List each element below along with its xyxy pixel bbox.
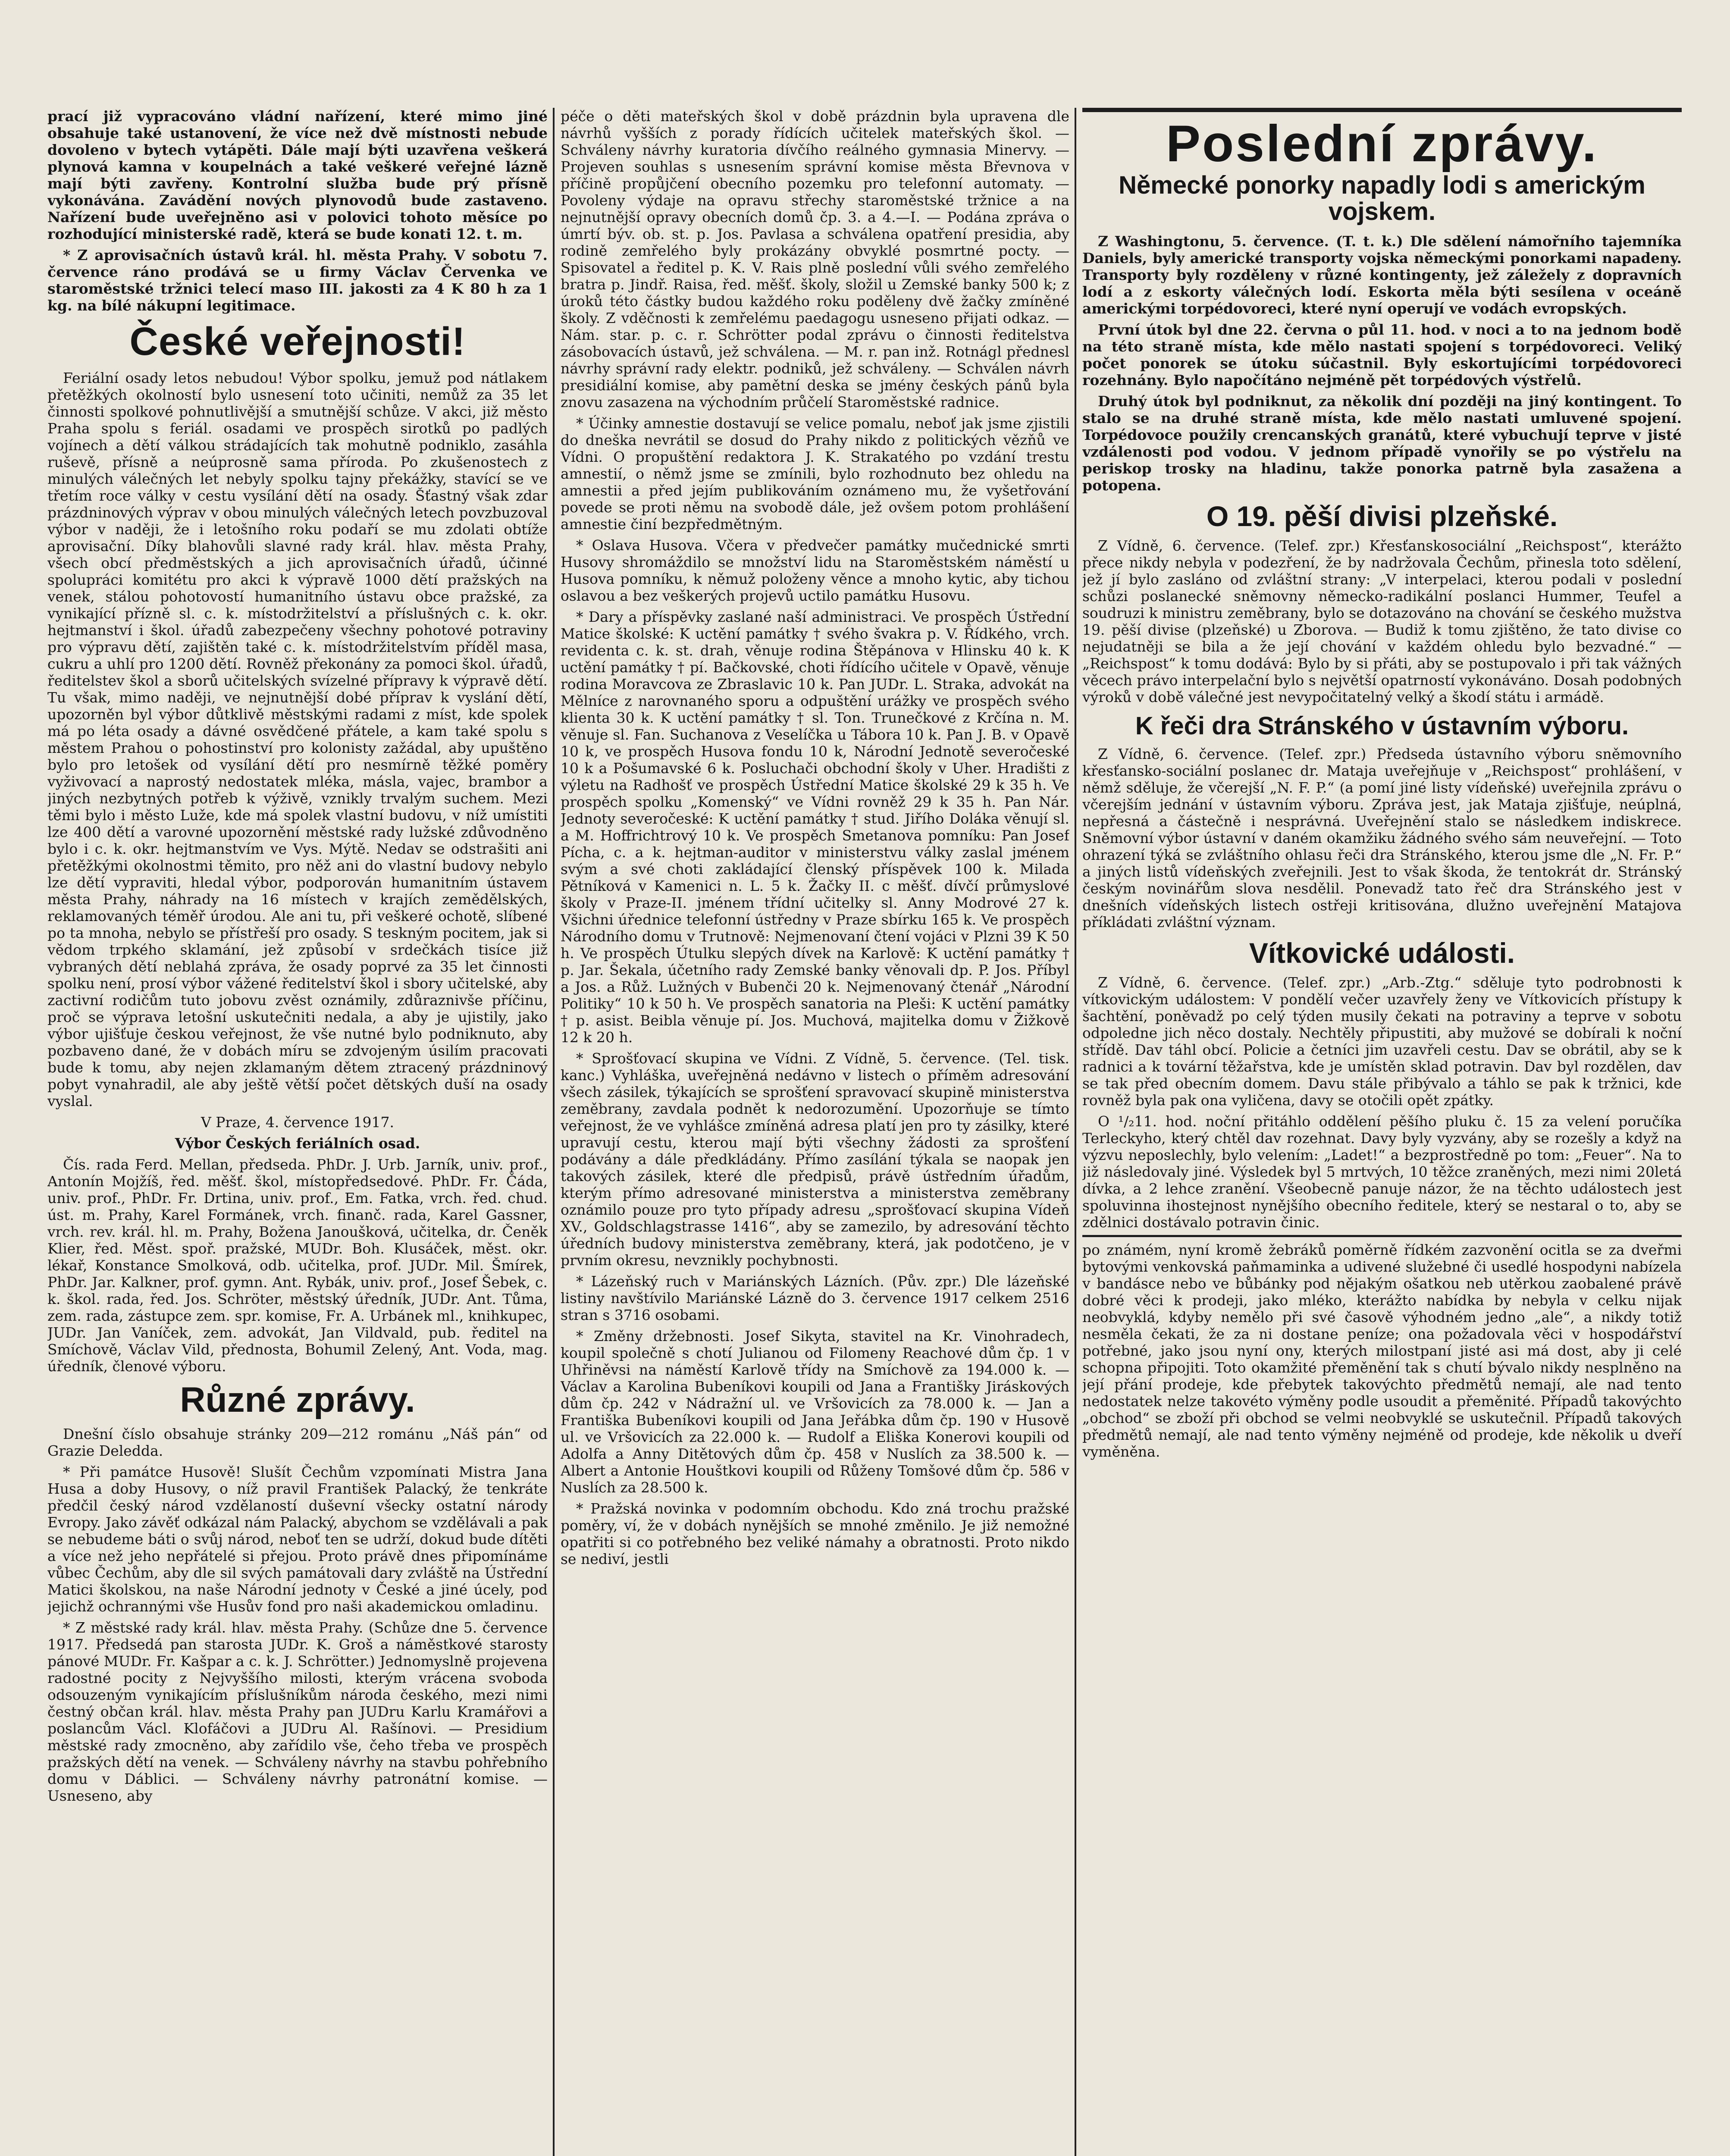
article-mestska-rada-cont: péče o děti mateřských škol v době prázdnin byla upravena dle návrhů vyšších z porady řídících učitelek mateřských škol. — Schváleny návrhy kuratoria dívčího reálného gymnasia Minervy. — Projeven souhlas s usnesením správní komise města Břevnova v příčině propůjčení obecního pozemku pro telefonní automaty. — Povoleny výdaje na opravu střechy staroměstské tržnice a na nejnutnější opravy obecních domů čp. 3. a 4.—I. — Podána zpráva o úmrtí býv. ob. st. p. Jos. Pavlasa a schválena opatření presidia, aby rodině zemřelého byly prokázány obvyklé posmrtné pocty. — Spisovatel a ředitel p. K. V. Rais plně poslední vůli svého zemřelého bratra p. Jindř. Raisa, řed. měšť. školy, složil u Zemské banky 500 k; z úroků této částky budou každého roku poděleny dvě žačky zmíněné školy. Z vděčnosti k zemřelému paedagogu usneseno přijati odkaz. — Nám. star. p. c. r. Schrötter podal zprávu o činnosti ředitelstva zásobovacích ústavů, jež schválena. — M. r. pan inž. Rotnágl přednesl návrhy správní rady elektr. podniků, jež schváleny. — Schválen návrh presidiální komise, aby pamětní deska se jmény českých pánů byla znovu zasazena na východním průčelí Staroměstské radnice. (561, 108, 1069, 411)
article-sprostovaci-skupina: * Sprošťovací skupina ve Vídni. Z Vídně, 5. července. (Tel. tisk. kanc.) Vyhláška, uveřejněná nedávno v listech o příměm adresování všech zásilek, týkajících se sprošťení spravovací skupině ministerstva zeměbrany, zavdala podnět k nedorozumění. Upozorňuje se tímto veřejnost, že ve vyhlášce zmíněná adresa platí jen pro ty zásilky, které upravují cestu, kterou mají býti všechny žádosti za sprošťení podávány a dále předkládány. Přímo zasílání týkala se naopak jen takových zásilek, které dle předpisů, právě ústředním úřadům, kterým přímo adresované ministerstva a ministerstva zeměbrany oznámilo pouze pro tyto případy adresu „sprošťovací skupina Vídeň XV., Goldschlagstrasse 1416“, aby se zamezilo, by adresování těchto úředních budovy ministerstva zeměbrany, která, jak podotčeno, je v prvním okresu, nevznikly pochybnosti. (561, 1050, 1069, 1269)
article-aprovisation-meat: * Z aprovisačních ústavů král. hl. města Prahy. V sobotu 7. července ráno prodává se u firmy Václav Červenka ve staroměstské tržnici telecí maso III. jakosti za 4 K 80 h za 1 kg. na bílé nákupní legitimace. (47, 247, 548, 314)
column-middle (561, 108, 1069, 2156)
article-gas-decree: prací již vypracováno vládní nařízení, které mimo jiné obsahuje také ustanovení, že více než dvě místnosti nebude dovoleno v bytech vytápěti. Dále mají býti uzavřena veškerá plynová kamna v koupelnách a také veškeré veřejné lázně mají býti zavřeny. Kontrolní služba bude prý přísně vykonávána. Zavádění nových plynovodů bude zastaveno. Nařízení bude uveřejněno asi v polovici tohoto měsíce po rozhodující ministerské radě, která se bude konati 12. t. m. (47, 108, 548, 242)
article-mestska-rada: * Z městské rady král. hlav. města Prahy. (Schůze dne 5. července 1917. Předsedá pan starosta JUDr. K. Groš a náměstkové starosty pánové MUDr. Fr. Kašpar a c. k. J. Schrötter.) Jednomyslně projevena radostné pocity z Nejvyššího milosti, kterým vrácena svoboda odsouzeným vynikajícím příslušníkům národa českého, mezi nimi čestný občan král. hlav. města Prahy pan JUDru Karlu Kramářovi a poslancům Václ. Klofáčovi a JUDru Al. Rašínovi. — Presidium městské rady zmocněno, aby zařídilo vše, čeho třeba ve prospěch pražských dětí na venek. — Schváleny návrhy na stavbu pohřebního domu v Dáblici. — Schváleny návrhy patronátní komise. — Usneseno, aby (47, 1619, 548, 1804)
article-19-divise: Z Vídně, 6. července. (Telef. zpr.) Křesťanskosociální „Reichspost“, kterážto přece nikdy nebyla v podezření, že by nadržovala Čechům, přinesla toto sdělení, jež jí bylo zasláno od zvláštní strany: „V interpelaci, kterou podali v poslední schůzi poslanecké sněmovny německo-radikální poslanci Hummer, Teufel a soudruzi k ministru zeměbrany, bylo se dotazováno na chování se českého mužstva 19. pěší divise (plzeňské) u Zborova. — Budiž k tomu zjištěno, že tato divise co nejudatněji se bila a že její chování v každém ohledu bylo bezvadné.“ — „Reichspost“ k tomu dodává: Bylo by si přáti, aby se postupovalo i při tak vážných věcech právo interpelační bylo s největší opatrností vykonáváno. Dosah podobných výroků v době válečné jest nevypočitatelný velký a škodí státu i armádě. (1082, 537, 1682, 706)
article-prvni-utok: První útok byl dne 22. června o půl 11. hod. v noci a to na jednom bodě na této straně místa, kde mělo nastati spojení s torpédovoreci. Veliký počet ponorek se útoku súčastnil. Byly eskortujícími torpédovoreci rozehnány. Bylo napočítáno nejméně pět torpédových výstřelů. (1082, 321, 1682, 389)
heading-ponorky: Německé ponorky napadly lodi s americkým vojskem. (1119, 171, 1645, 226)
column-right (1082, 108, 1682, 2156)
article-stranskeho: Z Vídně, 6. července. (Telef. zpr.) Předseda ústavního výboru sněmovního křesťansko-sociální poslanec dr. Mataja uveřejňuje v „Reichspost“ prohlášení, v němž sděluje, že včerejší „N. F. P.“ (a pomí jiné listy vídeňské) uveřejnila zprávu o včerejším jednání v ústavním výboru. Zpráva jest, jak Mataja zjišťuje, neúplná, nepřesná a částečně i nesprávná. Uveřejnění stalo se následkem indiskrece. Sněmovní výbor ústavní v daném okamžiku žádného svého sám neuveřejní. — Toto ohrazení týká se zvláštního ohlasu řeči dra Stránského, kterou jsme dle „N. Fr. P.“ a jiných listů vídeňských zveřejnili. Jest to však škoda, že tentokrát dr. Stránský českým novinářům slova nesdělil. Ponevadž tato řeč dra Stránského jest v dnešních vídeňských listech ostřeji kritisována, dlužno uveřejnění Matajova příkládati zvláštní význam. (1082, 745, 1682, 931)
article-zmeny-drzebnosti: * Změny držebnosti. Josef Sikyta, stavitel na Kr. Vinohradech, koupil společně s chotí Julianou od Filomeny Reachové dům čp. 1 v Uhřiněvsi na náměstí Karlově třídy na Smíchově za 194.000 k. — Václav a Karolina Bubeníkovi koupili od Jana a Františky Jiráskových dům čp. 242 v Nádražní ul. ve Vršovicích za 78.000 k. — Jan a Františka Bubeníkovi koupili od Jana Jeřábka dům čp. 190 v Husově ul. ve Vršovicích za 22.000 k. — Rudolf a Eliška Konerovi koupili od Adolfa a Anny Ditětových dům čp. 458 v Nuslích za 38.500 k. — Albert a Antonie Houštkovi koupili od Růženy Tomšové dům čp. 586 v Nuslích za 28.500 k. (561, 1328, 1069, 1496)
article-dary: * Dary a příspěvky zaslané naší administraci. Ve prospěch Ústřední Matice školské: K uctění památky † svého švakra p. V. Řídkého, vrch. revidenta c. k. st. drah, věnuje rodina Štěpánova v Hlinsku 40 k. K uctění památky † pí. Bačkovské, choti řídícího učitele v Opavě, věnuje rodina Moravcova ze Zbraslavic 10 k. Pan JUDr. L. Straka, advokát na Mělníce z narovnaného sporu a odpuštění urážky ve prospěch svého klienta 30 k. K uctění památky † sl. Ton. Trunečkové z Krčína n. M. věnuje sl. Fan. Suchanova z Veselíčka u Tábora 10 k. Pan J. B. v Opavě 10 k, ve prospěch Husova fondu 10 k, Národní Jednotě severočeské 10 k a Pošumavské 6 k. Posluchači obchodní školy v Uher. Hradišti z výletu na Radhošť ve prospěch Ústřední Matice školské 29 k 35 h. Ve prospěch spolku „Komenský“ ve Vídni rovněž 29 k 35 h. Pan Nár. Jednoty severočeské: K uctění památky † stud. Jiřího Doláka věnují sl. a M. Hoffrichtrový 10 k. Ve prospěch Smetanova pomníku: Pan Josef Pícha, c. a k. hejtman-auditor v ministerstvu války zaslal jménem svým a své choti zakládající členský příspěvek 100 k. Milada Pětníková v Kamenici n. L. 5 k. Žačky II. c měšť. dívčí průmyslové školy v Praze-II. jménem třídní učitelky sl. Anny Modrové 27 k. Všichni úřednice telefonní ústředny v Praze sbírku 165 k. Ve prospěch Národního domu v Trutnově: Nejmenovaní čtení vojáci v Plzni 39 K 50 h. Ve prospěch Útulku slepých dívek na Karlově: K uctění památky † p. Jar. Šekala, účetního rady Zemské banky věnovali dp. P. Jos. Příbyl a Jos. a Růž. Lužných v Bubenči 20 k. Nejmenovaný čtenář „Národní Politiky“ 10 k 50 h. Ve prospěch sanatoria na Pleši: K uctění památky † p. asist. Beibla věnuje pí. Jos. Muchová, majitelka domu v Žižkově 12 k 20 h. (561, 608, 1069, 1046)
article-druhy-utok: Druhý útok byl podniknut, za několik dní později na jiný kontingent. To stalo se na druhé straně místa, kde mělo nastati umluvené spojení. Torpédovoce použily crencanských granátů, které vybuchují teprve v jisté vzdálenosti pod vodou. V jednom případě vynořily se po výstřelu na periskop trosky na hladinu, takže ponorka patrně byla zasažena a potopena. (1082, 392, 1682, 494)
article-oslava-husova: * Oslava Husova. Včera v předvečer památky mučednické smrti Husovy shromáždilo se množství lidu na Staroměstském náměstí u Husova pomníku, k němuž položeny věnce a mnoho kytic, aby tichou oslavou a bez veškerých projevů uctilo památku Husovu. (561, 537, 1069, 604)
article-washington: Z Washingtonu, 5. července. (T. t. k.) Dle sdělení námořního tajemníka Daniels, byly americké transporty vojska německými ponorkami napadeny. Transporty byly rozděleny v různé kontingenty, jež záležely z dopravních lodí a z eskorty válečných lodí. Eskorta měla býti sesílena v oceáně americkými torpédovoreci, které nyní operují ve vodách evropských. (1082, 232, 1682, 317)
heading-vitkovicke: Vítkovické události. (1249, 937, 1515, 969)
column-left (47, 108, 548, 2156)
article-lazensky-ruch: * Lázeňský ruch v Mariánských Lázních. (Pův. zpr.) Dle lázeňské listiny navštívilo Mariánské Lázně do 3. července 1917 celkem 2516 stran s 3716 osobami. (561, 1273, 1069, 1323)
article-roman-notice: Dnešní číslo obsahuje stránky 209—212 románu „Náš pán“ od Grazie Deledda. (47, 1425, 548, 1459)
section-rule (1082, 1235, 1682, 1237)
top-rule (1082, 108, 1682, 112)
signature-committee: Výbor Českých feriálních osad. (175, 1134, 420, 1152)
article-prazska-novinka: * Pražská novinka v podomním obchodu. Kdo zná trochu pražské poměry, ví, že v dobách nynějších se mnohé změnilo. Je již nemožné opatřiti si co potřebného bez veliké námahy a obratnosti. Proto nikdo se nediví, jestli (561, 1500, 1069, 1567)
heading-posledni-zpravy: Poslední zprávy. (1166, 115, 1598, 172)
article-ferialni-osady: Feriální osady letos nebudou! Výbor spolku, jemuž pod nátlakem přetěžkých okolností bylo usnesení toto učiniti, nemůž za 35 let činnosti spolkové pohnutlivější a smutnější schůze. V akci, již město Praha spolu s feriál. osadami ve prospěch sirotků po padlých vojínech a dětí válkou strádajících tak mohutně podniklo, zasáhla ruševě, přísně a neúprosně sama příroda. Po zkušenostech z minulých válečných let nebyly spolku tajny překážky, stavící se ve třetím roce války v cestu vysílání dětí na osady. Šťastný však zdar prázdninových výprav v obou minulých válečných letech povzbuzoval výbor v naději, že i letošního roku podaří se mu zdolati obtíže aprovisační. Díky blahovůli slavné rady král. hlav. města Prahy, všech obcí předměstských a jich aprovisačních úřadů, účinné spolupráci komitétu pro akci k výpravě 1000 dětí pražských na venek, stálou pohotovostí humanitního ústavu obce pražské, za vynikající přízně sl. c. k. místodržitelství a příslušných c. k. okr. hejtmanství i škol. úřadů zabezpečeny všechny pohotové potraviny pro výpravu dětí, zajištěn také c. k. místodržitelstvím příděl masa, cukru a uhlí pro 1200 dětí. Rovněž překonány za pomoci škol. úřadů, ředitelstev škol a sborů učitelských svízelné přípravy k výpravě dětí. Tu však, mimo naději, ve nejnutnější dobé příprav k vyslání dětí, upozorněn byl výbor důtklivě městskými radami z míst, kde spolek má po léta osady a dávné osvědčené přátele, a kam také spolu s městem Prahou o pohostinství pro kolonisty zažádal, aby upuštěno bylo pro letošek od vysílání dětí pro nesmírně těžké poměry vyživovací a naprostý nedostatek mléka, másla, vajec, brambor a jiných nezbytných potřeb k výživě, vznikly trvalým suchem. Mezi těmi bylo i město Luže, kde má spolek vlastní budovu, v níž umístiti lze 400 dětí a varovné upozornění městské rady lužské zdůvodněno bylo i c. k. okr. hejtmanstvím ve Vys. Mýtě. Nedav se odstrašiti ani přetěžkými okolnostmi těmito, pro něž ani do vlastní budovy nebylo lze dětí vypraviti, hledal výbor, podporován humanitním ústavem města Prahy, náhrady na 16 místech v krajích zemědělských, reklamovaných téměř úrodou. Ale ani tu, při veškeré ochotě, slíbené po ta mnoha, nebylo se přístřeší pro osady. S teskným pocitem, jak si vědom trpkého sklamání, jež způsobí v srdečkách tisíce již vybraných dětí neblahá zpráva, že osady poprvé za 35 let činnosti spolku není, prosí výbor vážené ředitelství škol i sbory učitelské, aby zactivní rodičům tuto jobovu zvěst oznámily, zdůraznivše příčinu, proč se výprava letošní uskutečniti nedala, a aby je ujistily, jako výbor ujišťuje českou veřejnost, že vše nutné bylo podniknuto, aby pozbaveno dané, že v dobách míru se zdvojeným úsilím pracovati bude k tomu, aby nejen zklamaným dětem ztracený prázdninový pobyt vynahradil, ale aby ještě větší počet dětských duší na osady vyslal. (47, 369, 548, 1109)
column-rule-right (1075, 108, 1076, 2156)
article-vitkovice-2: O ¹/₂11. hod. noční přitáhlo oddělení pěšího pluku č. 15 za velení poručíka Terleckyho, který chtěl dav rozehnat. Davy byly vyzvány, aby se rozešly a když na výzvu neposlechly, bylo velením: „Ladet!“ a bezprostředně po tom: „Feuer“. Na to již následovaly jiné. Výsledek byl 5 mrtvých, 10 těžce zraněných, mezi nimi 20letá dívka, a 2 lehce zranění. Všeobecně panuje názor, že na těchto událostech jest spoluvinna ihostejnost nynějšího obecního ředitele, který se nestaral o to, aby se zdělnici dostávalo potravin činic. (1082, 1113, 1682, 1231)
heading-stranskeho: K řeči dra Stránského v ústavním výboru. (1135, 712, 1629, 740)
article-amnestie: * Účinky amnestie dostavují se velice pomalu, neboť jak jsme zjistili do dneška nevrátil se dosud do Prahy nikdo z politických vězňů ve Vídni. O propuštění redaktora J. K. Strakatého po vzdání trestu amnestií, o němž jsme se zmínili, bylo rozhodnuto bez ohledu na amnestii a před jejím publikováním oznámeno mu, že vyšetřování povede se proti němu na svobodě dále, jež ovšem potom prohlášení amnestie činí bezpředmětným. (561, 415, 1069, 533)
committee-members: Čís. rada Ferd. Mellan, předseda. PhDr. J. Urb. Jarník, univ. prof., Antonín Mojžíš, řed. měšť. škol, místopředsedové. PhDr. Fr. Čáda, univ. prof., PhDr. Fr. Drtina, univ. prof., Em. Fatka, vrch. řed. chud. úst. m. Prahy, Karel Formánek, vrch. finanč. rada, Karel Gassner, vrch. rev. král. hl. m. Prahy, Božena Janoušková, učitelka, dr. Čeněk Klier, řed. Měst. spoř. pražské, MUDr. Boh. Klusáček, měst. okr. lékař, Konstance Smolková, odb. učitelka, prof. JUDr. Mil. Šmírek, PhDr. Jar. Kalkner, prof. gymn. Ant. Rybák, univ. prof., Josef Šebek, c. k. škol. rada, řed. Jos. Schröter, městský úředník, JUDr. Ant. Tůma, zem. rada, zástupce zem. spr. komise, Fr. A. Urbánek ml., knihkupec, JUDr. Jan Vaníček, zem. advokát, Jan Vildvald, pub. ředitel na Smíchově, Václav Vild, přednosta, Bohumil Zelený, Ant. Voda, mag. úředník, členové výboru. (47, 1156, 548, 1375)
heading-19-divise: O 19. pěší divisi plzeňské. (1206, 500, 1558, 532)
heading-ceske-verejnosti: České veřejnosti! (129, 320, 466, 364)
column-rule-left (553, 108, 555, 2156)
article-husova-pamatka: * Při památce Husově! Slušít Čechům vzpomínati Mistra Jana Husa a doby Husovy, o níž pravil František Palacký, že tenkráte předčil český národ vzdělaností duševní všecky ostatní národy Evropy. Jako závěť odkázal nám Palacký, abychom se vzdělávali a pak se nebudeme báti o svůj národ, neboť ten se udrží, dokud bude dítěti a více než jeho nepřátelé si přejou. Proto právě dnes připomínáme vůbec Čechům, aby dle sil svých památovali dary zvláště na Ústřední Matici školskou, na naše Národní jednoty v České a jiné úcely, pod jejichž ochrannými vše Husův fond pro naši akademickou omladinu. (47, 1463, 548, 1615)
heading-ruzne-zpravy: Různé zprávy. (180, 1380, 415, 1420)
signature-place-date: V Praze, 4. července 1917. (201, 1113, 395, 1131)
article-vitkovice-1: Z Vídně, 6. července. (Telef. zpr.) „Arb.-Ztg.“ sděluje tyto podrobnosti k vítkovickým událostem: V pondělí večer uzavřely ženy ve Vítkovicích přístupy k šachtění, poněvadž po celý týden musily čekati na potraviny a teprve v sobotu odpoledne jich něco dostaly. Nechtěly připustiti, aby mužové se dobírali k noční střídě. Dav táhl obcí. Policie a četníci jim uzavřeli cestu. Dav se obrátil, aby se k radnici a k tovární těžařstva, kde je umístěn sklad potravin. Dav byl rozdělen, dav se tak před obecním domem. Davu stále přibývalo a táhlo se pak k tržnici, kde rovněž byla pak ona vyličena, davy se otočili opět zpátky. (1082, 974, 1682, 1109)
article-prazska-novinka-cont: po známém, nyní kromě žebráků poměrně řídkém zazvonění ocitla se za dveřmi bytovými venkovská paňmaminka a udivené služebné či usedlé hospodyni nabízela v bandásce nebo ve bůbánky pod nějakým ošatkou neb utěrkou zaobalené právě dobré věci k prodeji, jako mléko, kterážto nabídka by nebyla v celku nijak neobvyklá, kdyby nemělo při své časově výhodném jedno „ale“, a nikdy totiž nesměla čekati, že za ni dostane peníze; ona požadovala věci v hospodářství potřebné, jako jsou nyní ony, kterých milostpaní jisté asi má dost, aby ji celé schopna připojiti. Toto okamžité přeměnění tak s chutí bývalo nikdy nesplněno na její přání prodeje, kde přebytek takovýchto předmětů nemají, ale nad tento nedostatek nelze takovéto výměny podle usoudit a přeměnité. Případů takovýchto „obchod“ se zboží při obchod se velmi neobvyklé se uskutečnil. Případů takových předmětů nemají, ale nad tento výměny nejméně od prodeje, kde několik u dveří vyměněna. (1082, 1241, 1682, 1460)
